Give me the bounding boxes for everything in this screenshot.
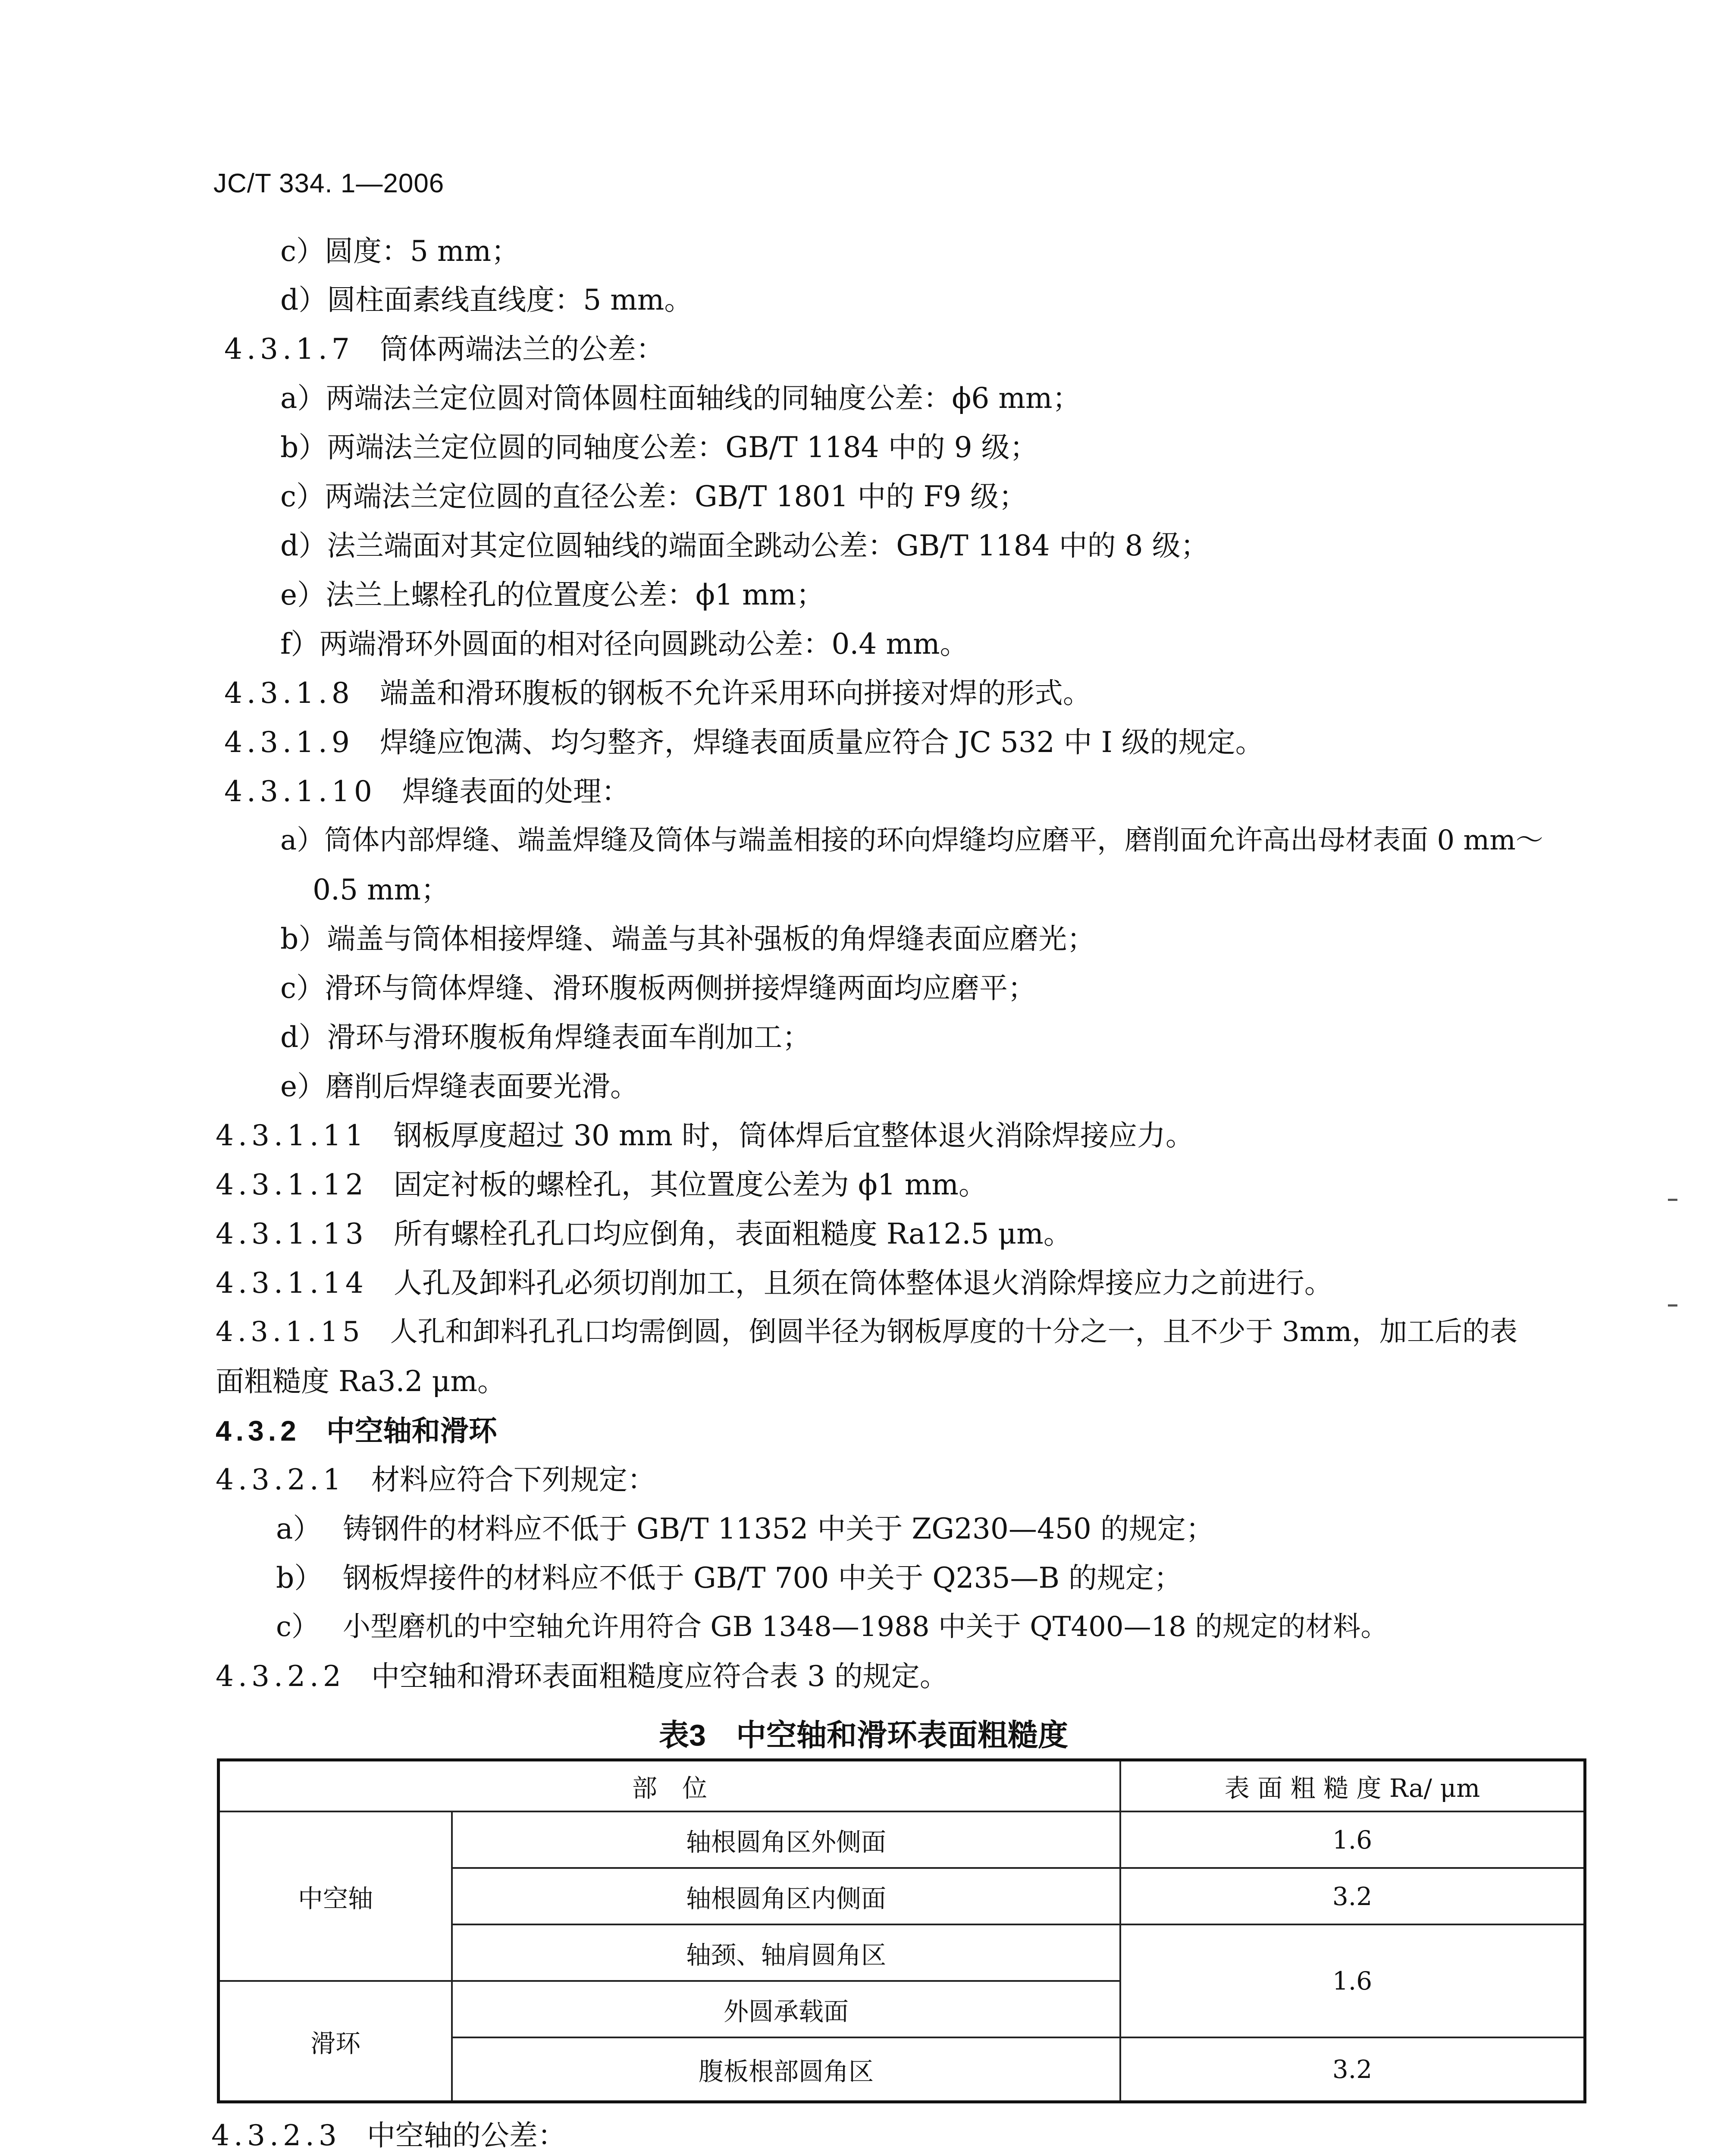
list-text: 小型磨机的中空轴允许用符合 GB 1348—1988 中关于 QT400—18 的规定的材料。 [343,1611,1388,1643]
table-cell-value-merged: 1.6 [1332,1966,1373,1996]
clause-text: 焊缝表面的处理： [402,775,630,808]
clause-number: 4.3.1.15 [216,1316,364,1348]
table-cell-part: 轴根圆角区内侧面 [686,1883,886,1913]
list-text: 法兰上螺栓孔的位置度公差：ϕ1 mm； [326,578,825,611]
list-text: 法兰端面对其定位圆轴线的端面全跳动公差：GB/T 1184 中的 8 级； [327,529,1209,562]
list-text: 磨削后焊缝表面要光滑。 [326,1070,639,1103]
clause [216,1217,1072,1250]
table-cell-part: 轴颈、轴肩圆角区 [686,1940,886,1970]
list-marker: d） [280,529,327,562]
section-title: 中空轴和滑环 [326,1415,497,1447]
clause-number: 4.3.1.14 [216,1266,368,1300]
list-text: 筒体内部焊缝、端盖焊缝及筒体与端盖相接的环向焊缝均应磨平，磨削面允许高出母材表面 0 mm～ [324,824,1543,856]
table-cell-part: 轴根圆角区外侧面 [686,1827,886,1857]
list-item [280,433,1038,462]
list-marker: d） [280,283,327,317]
list-marker: e） [280,578,326,611]
clause-number: 4.3.1.7 [224,332,354,366]
list-text: 两端法兰定位圆的同轴度公差：GB/T 1184 中的 9 级； [327,431,1038,464]
list-item [280,237,520,266]
table-title: 表3 中空轴和滑环表面粗糙度 [659,1718,1068,1752]
scan-speck [1668,1199,1677,1201]
list-item [280,824,1543,856]
list-text: 滑环与筒体焊缝、滑环腹板两侧拼接焊缝两面均应磨平； [324,971,1036,1005]
list-item [280,283,693,317]
clause-text: 焊缝应饱满、均匀整齐，焊缝表面质量应符合 JC 532 中 I 级的规定。 [379,726,1264,759]
list-marker: b） [276,1561,323,1595]
list-text: 两端滑环外圆面的相对径向圆跳动公差：0.4 mm。 [319,627,968,661]
clause-number: 4.3.1.13 [216,1217,368,1250]
document-code-header: JC/T 334. 1—2006 [213,169,445,198]
table-cell-value: 3.2 [1332,2055,1373,2084]
clause-text: 人孔及卸料孔必须切削加工，且须在筒体整体退火消除焊接应力之前进行。 [393,1266,1333,1300]
list-text: 0.5 mm； [313,873,450,906]
clause [216,1318,1517,1346]
list-marker: f） [280,627,320,661]
clause-text: 筒体两端法兰的公差： [379,332,664,366]
clause-text: 固定衬板的螺栓孔，其位置度公差为 ϕ1 mm。 [393,1168,987,1201]
list-text: 圆柱面素线直线度：5 mm。 [327,283,693,317]
list-item [280,1072,639,1101]
clause-text: 所有螺栓孔孔口均应倒角，表面粗糙度 Ra12.5 μm。 [393,1217,1072,1250]
roughness-table [217,1758,1586,2103]
clause-number: 4.3.2.1 [216,1463,345,1496]
list-marker: c） [280,235,325,268]
clause-number: 4.3.1.11 [216,1119,368,1152]
section-heading [216,1416,497,1445]
clause-number: 4.3.1.9 [224,726,354,759]
table-cell-value: 3.2 [1332,1881,1373,1911]
clause [216,1266,1333,1300]
clause-number: 4.3.1.8 [224,677,354,710]
list-text: 铸钢件的材料应不低于 GB/T 11352 中关于 ZG230—450 的规定； [343,1512,1214,1545]
list-marker: c） [280,971,325,1005]
clause [224,728,1264,757]
list-item [280,1023,811,1052]
list-marker: a） [280,824,325,856]
list-item [276,1561,1182,1595]
clause [216,1662,948,1691]
list-marker: b） [280,922,327,956]
list-text: 圆度：5 mm； [324,235,520,268]
clause-text: 面粗糙度 Ra3.2 μm。 [216,1365,506,1398]
table-header-part: 部 位 [632,1774,707,1803]
table-cell-part: 腹板根部圆角区 [698,2057,874,2086]
clause [216,1463,656,1496]
list-marker: c） [280,480,325,513]
clause-number: 4.3.2.3 [211,2119,341,2152]
clause [224,332,664,366]
clause-number: 4.3.1.12 [216,1168,368,1201]
clause [211,2119,566,2152]
section-number: 4.3.2 [216,1415,301,1447]
clause-text: 端盖和滑环腹板的钢板不允许采用环向拼接对焊的形式。 [379,677,1091,710]
list-text: 滑环与滑环腹板角焊缝表面车削加工； [327,1021,811,1054]
clause-text: 钢板厚度超过 30 mm 时，筒体焊后宜整体退火消除焊接应力。 [393,1119,1194,1152]
list-item [280,971,1036,1005]
list-marker: e） [280,1070,326,1103]
list-item [276,1613,1388,1641]
list-item [280,922,1096,956]
clause [216,1119,1194,1152]
clause-number: 4.3.1.10 [224,775,376,808]
list-marker: a） [276,1512,322,1545]
list-item [280,480,1028,513]
clause [224,777,630,806]
clause-text: 人孔和卸料孔孔口均需倒圆，倒圆半径为钢板厚度的十分之一，且不少于 3mm，加工后的表 [390,1316,1518,1348]
clause-text: 中空轴的公差： [367,2119,566,2152]
clause-text: 中空轴和滑环表面粗糙度应符合表 3 的规定。 [371,1660,948,1693]
list-marker: b） [280,431,327,464]
clause-text: 材料应符合下列规定： [371,1463,656,1496]
table-group-hollow-shaft: 中空轴 [298,1883,373,1913]
clause-continuation [216,1367,506,1396]
clause [216,1168,987,1201]
list-text: 两端法兰定位圆对筒体圆柱面轴线的同轴度公差：ϕ6 mm； [326,382,1081,415]
list-text: 钢板焊接件的材料应不低于 GB/T 700 中关于 Q235—B 的规定； [343,1561,1182,1595]
list-marker: c） [276,1611,319,1643]
list-item-continuation [313,873,450,906]
clause [224,679,1091,708]
clause-number: 4.3.2.2 [216,1660,345,1693]
list-marker: a） [280,382,326,415]
table-group-slip-ring: 滑环 [310,2028,360,2058]
table-cell-part: 外圆承载面 [723,1996,849,2026]
list-item [280,384,1081,413]
table-cell-value: 1.6 [1332,1825,1373,1855]
list-item [280,529,1209,562]
table-header-roughness: 表 面 粗 糙 度 Ra/ μm [1224,1774,1480,1803]
list-item [280,578,825,611]
list-text: 两端法兰定位圆的直径公差：GB/T 1801 中的 F9 级； [324,480,1028,513]
list-item [276,1512,1214,1545]
list-marker: d） [280,1021,327,1054]
list-text: 端盖与筒体相接焊缝、端盖与其补强板的角焊缝表面应磨光； [327,922,1096,956]
scan-speck [1668,1304,1677,1307]
list-item [280,627,968,661]
